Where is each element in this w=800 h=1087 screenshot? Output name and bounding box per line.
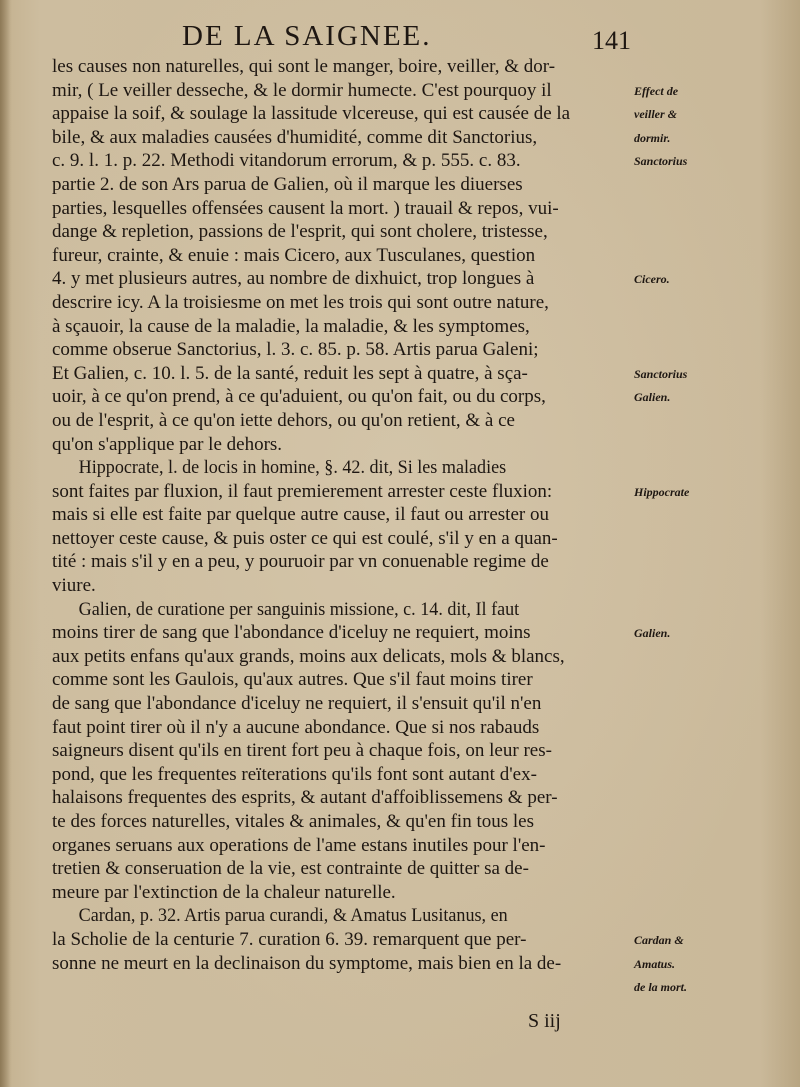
text-line: comme sont les Gaulois, qu'aux autres. Que s'il faut moins tirer — [52, 669, 533, 691]
text-line: Cardan, p. 32. Artis parua curandi, & Amatus Lusitanus, en — [78, 905, 508, 927]
text-line: descrire icy. A la troisiesme on met les trois qui sont outre nature, — [52, 291, 549, 313]
text-line: meure par l'extinction de la chaleur naturelle. — [52, 881, 396, 903]
margin-note: Galien. — [634, 626, 671, 641]
text-line: pond, que les frequentes reïterations qu'ils font sont autant d'ex- — [52, 763, 537, 785]
text-line: aux petits enfans qu'aux grands, moins aux delicats, mols & blancs, — [52, 645, 565, 667]
text-line: partie 2. de son Ars parua de Galien, où il marque les diuerses — [52, 173, 523, 195]
text-line: mais si elle est faite par quelque autre cause, il faut ou arrester ou — [52, 504, 549, 526]
page-number: 141 — [592, 26, 631, 55]
text-line: moins tirer de sang que l'abondance d'iceluy ne requiert, moins — [52, 622, 531, 644]
margin-note: Sanctorius — [634, 366, 688, 381]
text-line: Galien, de curatione per sanguinis missione, c. 14. dit, Il faut — [78, 598, 520, 620]
text-line: organes seruans aux operations de l'ame estans inutiles pour l'en- — [52, 834, 546, 856]
text-line: faut point tirer où il n'y a aucune abondance. Que si nos rabauds — [52, 716, 540, 738]
text-line: de sang que l'abondance d'iceluy ne requiert, il s'ensuit qu'il n'en — [52, 693, 542, 715]
margin-note: Galien. — [634, 390, 671, 405]
text-line: appaise la soif, & soulage la lassitude vlcereuse, qui est causée de la — [52, 103, 571, 125]
text-line: nettoyer ceste cause, & puis oster ce qui est coulé, s'il y en a quan- — [52, 527, 558, 549]
text-line: la Scholie de la centurie 7. curation 6. 39. remarquent que per- — [52, 928, 527, 950]
text-line: c. 9. l. 1. p. 22. Methodi vitandorum errorum, & p. 555. c. 83. — [52, 150, 521, 172]
margin-note: de la mort. — [634, 980, 687, 995]
text-line: te des forces naturelles, vitales & animales, & qu'en fin tous les — [52, 811, 534, 832]
text-line: à sçauoir, la cause de la maladie, la maladie, & les symptomes, — [52, 315, 530, 337]
text-line: tité : mais s'il y en a peu, y pouruoir par vn conuenable regime de — [52, 551, 549, 573]
margin-note: Hippocrate — [634, 484, 690, 499]
margin-note: Cicero. — [634, 272, 670, 287]
margin-note: veiller & — [634, 107, 677, 122]
text-line: qu'on s'applique par le dehors. — [52, 433, 283, 455]
text-line: dange & repletion, passions de l'esprit, qui sont cholere, tristesse, — [52, 221, 548, 243]
text-line: Hippocrate, l. de locis in homine, §. 42. dit, Si les maladies — [78, 457, 507, 479]
text-line: tretien & conseruation de la vie, est contrainte de quitter sa de- — [52, 858, 529, 880]
margin-note: Amatus. — [634, 956, 676, 971]
text-line: mir, ( Le veiller desseche, & le dormir humecte. C'est pourquoy il — [52, 79, 552, 101]
text-line: ou de l'esprit, à ce qu'on iette dehors, ou qu'on retient, & à ce — [52, 409, 515, 431]
running-title: DE LA SAIGNEE. — [182, 20, 432, 52]
text-line: saigneurs disent qu'ils en tirent fort peu à chaque fois, on leur res- — [52, 740, 552, 762]
text-line: parties, lesquelles offensées causent la mort. ) trauail & repos, vui- — [52, 197, 559, 219]
margin-note: Cardan & — [634, 933, 684, 948]
signature-mark: S iij — [528, 1010, 561, 1032]
margin-note: dormir. — [634, 130, 671, 145]
text-line: halaisons frequentes des esprits, & autant d'affoiblissemens & per- — [52, 787, 558, 809]
text-line: viure. — [52, 575, 96, 597]
margin-note: Sanctorius — [634, 154, 688, 169]
text-line: les causes non naturelles, qui sont le manger, boire, veiller, & dor- — [52, 56, 556, 77]
text-line: fureur, crainte, & enuie : mais Cicero, aux Tusculanes, question — [52, 244, 536, 266]
text-line: comme obserue Sanctorius, l. 3. c. 85. p. 58. Artis parua Galeni; — [52, 339, 539, 361]
main-text-column — [52, 55, 632, 975]
text-line: bile, & aux maladies causées d'humidité, comme dit Sanctorius, — [52, 126, 538, 148]
binding-shadow — [0, 0, 12, 1087]
page-header — [0, 18, 800, 58]
text-line: Et Galien, c. 10. l. 5. de la santé, reduit les sept à quatre, à sça- — [52, 362, 528, 384]
text-line: sont faites par fluxion, il faut premierement arrester ceste fluxion: — [52, 480, 553, 502]
margin-note: Effect de — [634, 83, 679, 98]
text-line: 4. y met plusieurs autres, au nombre de dixhuict, trop longues à — [52, 268, 535, 290]
text-line: sonne ne meurt en la declinaison du symptome, mais bien en la de- — [52, 952, 562, 974]
text-line: uoir, à ce qu'on prend, à ce qu'aduient, ou qu'on fait, ou du corps, — [52, 386, 546, 408]
